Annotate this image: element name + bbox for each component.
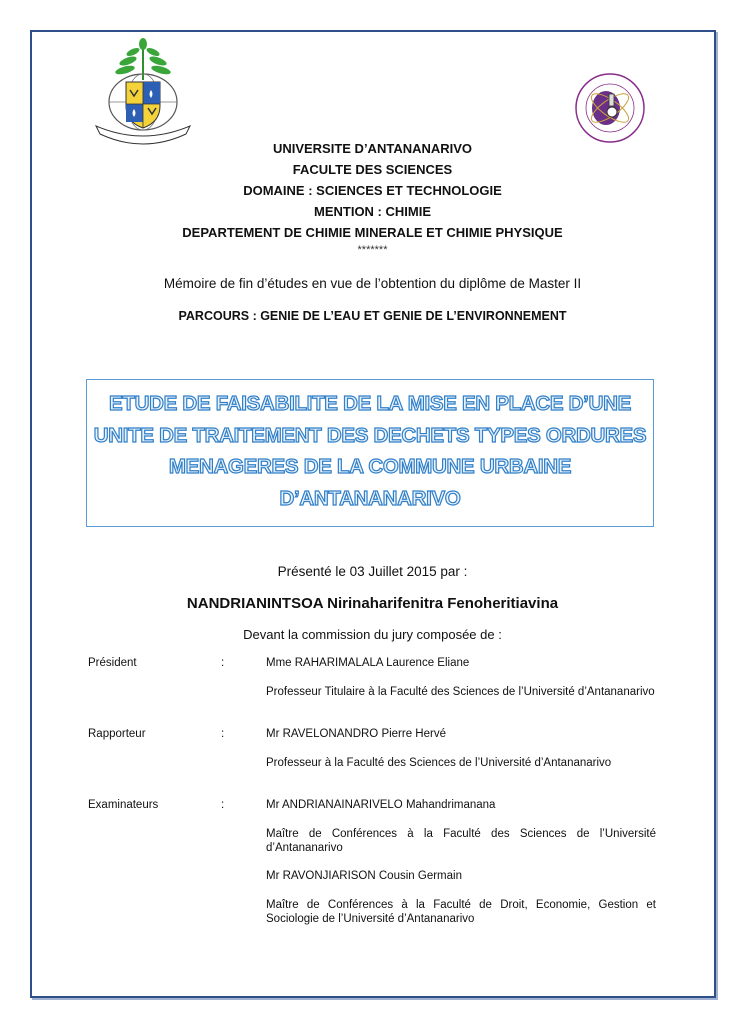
- jury-role: Président: [88, 657, 137, 669]
- jury-member-title: Professeur à la Faculté des Sciences de l’Université d’Antananarivo: [266, 757, 612, 769]
- parcours-line: PARCOURS : GENIE DE L’EAU ET GENIE DE L’ENVIRONNEMENT: [178, 309, 567, 323]
- author-name: NANDRIANINTSOA Nirinaharifenitra Fenoheritiavina: [186, 595, 559, 612]
- faculty-name: FACULTE DES SCIENCES: [292, 162, 453, 177]
- memoire-subtitle: Mémoire de fin d’études en vue de l’obtention du diplôme de Master II: [163, 276, 582, 291]
- jury-member-name: Mr RAVONJIARISON Cousin Germain: [266, 870, 462, 882]
- jury-member-name: Mr RAVELONANDRO Pierre Hervé: [266, 728, 446, 740]
- institution-header: [0, 138, 745, 257]
- title-line: MENAGERES DE LA COMMUNE URBAINE: [168, 455, 572, 478]
- jury-colon: :: [221, 657, 225, 669]
- thesis-title: [87, 388, 653, 514]
- presented-date: Présenté le 03 Juillet 2015 par :: [277, 564, 468, 579]
- jury-colon: :: [221, 799, 225, 811]
- jury-colon: :: [221, 728, 225, 740]
- title-line: UNITE DE TRAITEMENT DES DECHETS TYPES ORDURES: [93, 423, 647, 447]
- faculty-seal-icon: [566, 72, 654, 144]
- jury-member-name: Mr ANDRIANAINARIVELO Mahandrimanana: [266, 799, 496, 811]
- domain-line: DOMAINE : SCIENCES ET TECHNOLOGIE: [243, 183, 502, 198]
- jury-member-title: Maître de Conférences à la Faculté des Sciences de l’Université d’Antananarivo: [266, 828, 656, 854]
- university-name: UNIVERSITE D’ANTANANARIVO: [272, 141, 473, 156]
- thesis-title-box: [86, 379, 654, 527]
- jury-role: Rapporteur: [88, 728, 146, 740]
- mention-line: MENTION : CHIMIE: [314, 204, 431, 219]
- jury-intro: Devant la commission du jury composée de :: [243, 627, 502, 642]
- jury-member-title: Professeur Titulaire à la Faculté des Sciences de l’Université d’Antananarivo: [266, 686, 655, 698]
- jury-role: Examinateurs: [88, 799, 159, 811]
- title-line: ETUDE DE FAISABILITE DE LA MISE EN PLACE D’UNE: [109, 392, 631, 415]
- university-seal-icon: [88, 34, 198, 146]
- jury-member-name: Mme RAHARIMALALA Laurence Eliane: [266, 657, 470, 669]
- department-line: DEPARTEMENT DE CHIMIE MINERALE ET CHIMIE PHYSIQUE: [182, 225, 563, 240]
- title-line: D’ANTANANARIVO: [279, 486, 461, 510]
- separator-stars: *******: [357, 244, 388, 256]
- jury-member-title: Maître de Conférences à la Faculté de Droit, Economie, Gestion et Sociologie de l’Université d’Antananarivo: [266, 899, 656, 925]
